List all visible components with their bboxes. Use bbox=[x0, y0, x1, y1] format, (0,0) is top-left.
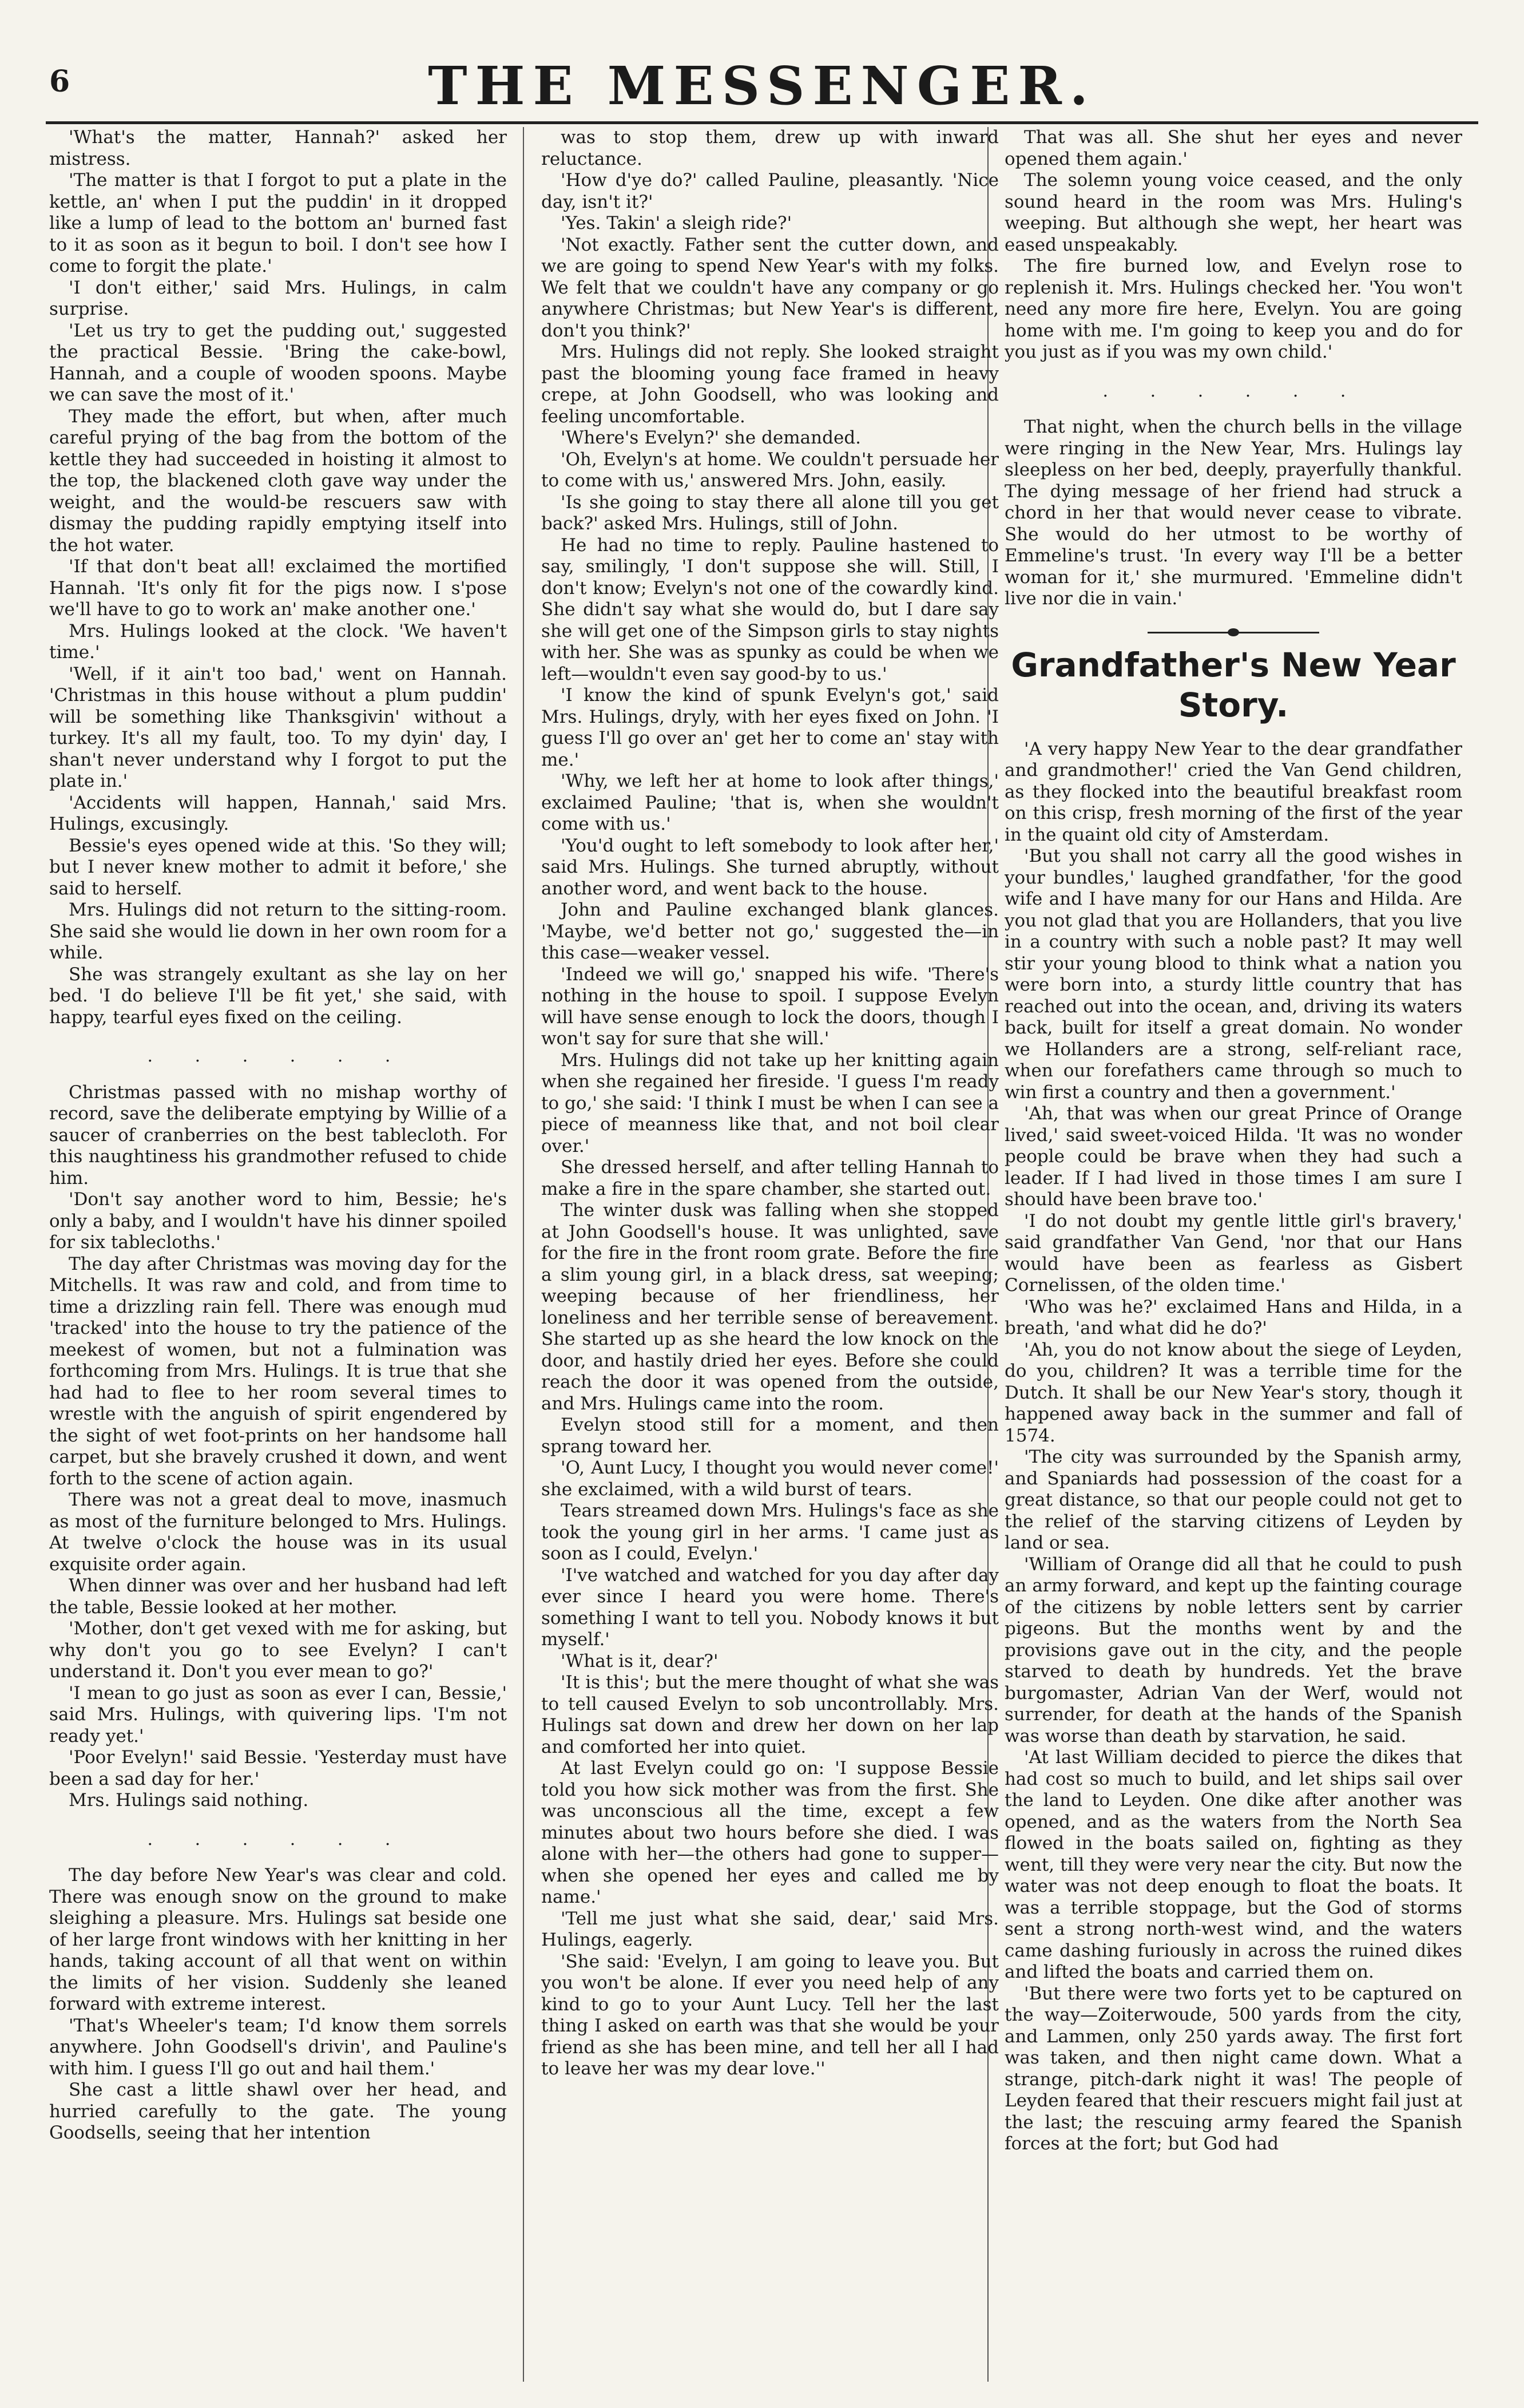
column-2-section-a bbox=[541, 127, 999, 2080]
paragraph: 'William of Orange did all that he could to push an army forward, and kept up the fainting courage of the citizens by noble letters sent by carrier pigeons. But the months went by and the provisions gave out in the city, and the people starved to death by hundreds. Yet the brave burgomaster, Adrian Van der Werf, would not surrender, for death at the hands of the Spanish was worse than death by starvation, he said. bbox=[1005, 1554, 1462, 1746]
paragraph: Mrs. Hulings did not reply. She looked straight past the blooming young face framed in heavy crepe, at John Goodsell, who was looking and feeling uncomfortable. bbox=[541, 342, 999, 427]
paragraph: 'A very happy New Year to the dear grandfather and grandmother!' cried the Van Gend children, as they flocked into the beautiful breakfast room on this crisp, fresh morning of the first of the year in the quaint old city of Amsterdam. bbox=[1005, 738, 1462, 845]
paragraph: 'I've watched and watched for you day after day ever since I heard you were home. There's something I want to tell you. Nobody knows it but myself.' bbox=[541, 1565, 999, 1650]
paragraph: 'That's Wheeler's team; I'd know them sorrels anywhere. John Goodsell's drivin', and Pauline's with him. I guess I'll go out and hail them.' bbox=[49, 2015, 507, 2079]
paragraph: She dressed herself, and after telling Hannah to make a fire in the spare chamber, she started out. bbox=[541, 1157, 999, 1199]
paragraph: 'If that don't beat all! exclaimed the mortified Hannah. 'It's only fit for the pigs now. I s'pose we'll have to go to work an' make another one.' bbox=[49, 556, 507, 620]
paragraph: There was not a great deal to move, inasmuch as most of the furniture belonged to Mrs. Hulings. At twelve o'clock the house was in its usual exquisite order again. bbox=[49, 1490, 507, 1575]
paragraph: 'You'd ought to left somebody to look after her,' said Mrs. Hulings. She turned abruptly, without another word, and went back to the house. bbox=[541, 835, 999, 899]
paragraph: 'Tell me just what she said, dear,' said Mrs. Hulings, eagerly. bbox=[541, 1908, 999, 1950]
column-3-section-b bbox=[1005, 417, 1462, 610]
paragraph: 'I don't either,' said Mrs. Hulings, in calm surprise. bbox=[49, 277, 507, 319]
paragraph: 'What is it, dear?' bbox=[561, 1650, 719, 1672]
paragraph: 'What's the matter, Hannah?' asked her mistress. bbox=[49, 127, 507, 169]
paragraph: That was all. She shut her eyes and never opened them again.' bbox=[1005, 127, 1462, 169]
paragraph: 'But there were two forts yet to be captured on the way—Zoiterwoude, 500 yards from the city, and Lammen, only 250 yards away. The first fort was taken, and then night came down. What a strange, pitch-dark night it was! The people of Leyden feared that their rescuers might fail just at the last; the rescuing army feared the Spanish forces at the fort; but God had bbox=[1005, 1983, 1462, 2154]
paragraph: Evelyn stood still for a moment, and then sprang toward her. bbox=[541, 1415, 999, 1457]
paragraph: 'I mean to go just as soon as ever I can, Bessie,' said Mrs. Hulings, with quivering lips. 'I'm not ready yet.' bbox=[49, 1682, 507, 1746]
paragraph: 'Why, we left her at home to look after things,' exclaimed Pauline; 'that is, when she wouldn't come with us.' bbox=[541, 771, 999, 834]
paragraph: They made the effort, but when, after much careful prying of the bag from the bottom of the kettle they had succeeded in hoisting it almost to the top, the blackened cloth gave way under the weight, and the would-be rescuers saw with dismay the pudding rapidly emptying itself into the hot water. bbox=[49, 406, 507, 556]
section-break: . . . . . . bbox=[147, 1829, 409, 1849]
paragraph: Mrs. Hulings looked at the clock. 'We haven't time.' bbox=[49, 620, 507, 663]
paragraph: 'She said: 'Evelyn, I am going to leave you. But you won't be alone. If ever you need help of any kind to go to your Aunt Lucy. Tell her the last thing I asked on earth was that she would be your friend as she has been mine, and tell her all I had to leave her was my dear love.'' bbox=[541, 1951, 999, 2079]
paragraph: 'Accidents will happen, Hannah,' said Mrs. Hulings, excusingly. bbox=[49, 792, 507, 834]
column-1 bbox=[49, 127, 507, 2382]
paragraph: 'Poor Evelyn!' said Bessie. 'Yesterday must have been a sad day for her.' bbox=[49, 1747, 507, 1789]
paragraph: 'Let us try to get the pudding out,' suggested the practical Bessie. 'Bring the cake-bowl, Hannah, and a couple of wooden spoons. Maybe we can save the most of it.' bbox=[49, 320, 507, 405]
paragraph: 'Where's Evelyn?' she demanded. bbox=[561, 427, 862, 448]
column-3-section-c bbox=[1005, 739, 1462, 2155]
paragraph: She cast a little shawl over her head, and hurried carefully to the gate. The young Goodsells, seeing that her intention bbox=[49, 2080, 507, 2143]
column-1-section-b bbox=[49, 1082, 507, 1812]
paragraph: The day before New Year's was clear and cold. There was enough snow on the ground to make sleighing a pleasure. Mrs. Hulings sat beside one of her large front windows with her knitting in her hands, taking account of all that went on within the limits of her vision. Suddenly she leaned forward with extreme interest. bbox=[49, 1865, 507, 2014]
column-2 bbox=[541, 127, 999, 2382]
paragraph: 'The city was surrounded by the Spanish army, and Spaniards had possession of the coast for a great distance, so that our people could not get to the relief of the starving citizens of Leyden by land or sea. bbox=[1005, 1447, 1462, 1553]
paragraph: John and Pauline exchanged blank glances. 'Maybe, we'd better not go,' suggested the—in this case—weaker vessel. bbox=[541, 900, 999, 963]
paragraph: Mrs. Hulings did not take up her knitting again when she regained her fireside. 'I guess I'm ready to go,' she said: 'I think I must be when I can see a piece of meanness like that, and not boil clear over.' bbox=[541, 1049, 999, 1157]
paragraph: 'At last William decided to pierce the dikes that had cost so much to build, and let ships sail over the land to Leyden. One dike after another was opened, and as the waters from the North Sea flowed in the boats sailed on, fighting as they went, till they were very near the city. But now the water was not deep enough to float the boats. It was a terrible stoppage, but the God of storms sent a strong north-west wind, and the waters came dashing furiously in across the ruined dikes and lifted the boats and carried them on. bbox=[1005, 1747, 1462, 1982]
masthead-title: THE MESSENGER. bbox=[428, 55, 1096, 117]
paragraph: Bessie's eyes opened wide at this. 'So they will; but I never knew mother to admit it before,' she said to herself. bbox=[49, 835, 507, 899]
paragraph: Tears streamed down Mrs. Hulings's face as she took the young girl in her arms. 'I came just as soon as I could, Evelyn.' bbox=[541, 1500, 999, 1564]
paragraph: 'I do not doubt my gentle little girl's bravery,' said grandfather Van Gend, 'nor that our Hans would have been as fearless as Gisbert Cornelissen, of the olden time.' bbox=[1005, 1210, 1462, 1296]
paragraph: 'Mother, don't get vexed with me for asking, but why don't you go to see Evelyn? I can't understand it. Don't you ever mean to go?' bbox=[49, 1618, 507, 1682]
paragraph: 'Indeed we will go,' snapped his wife. 'There's nothing in the house to spoil. I suppose Evelyn will have sense enough to lock the doors, though I won't say for sure that she will.' bbox=[541, 964, 999, 1049]
paragraph: 'Is she going to stay there all alone till you get back?' asked Mrs. Hulings, still of John. bbox=[541, 492, 999, 534]
paragraph: 'The matter is that I forgot to put a plate in the kettle, an' when I put the puddin' in it dropped like a lump of lead to the bottom an' burned fast to it as soon as it begun to boil. I don't see how I come to forgit the plate.' bbox=[49, 170, 507, 276]
paragraph: 'Who was he?' exclaimed Hans and Hilda, in a breath, 'and what did he do?' bbox=[1005, 1296, 1462, 1338]
paragraph: The winter dusk was falling when she stopped at John Goodsell's house. It was unlighted, save for the fire in the front room grate. Before the fire a slim young girl, in a black dress, sat weeping; weeping because of her friendliness, her loneliness and her terrible sense of bereavement. She started up as she heard the low knock on the door, and hastily dried her eyes. Before she could reach the door it was opened from the outside, and Mrs. Hulings came into the room. bbox=[541, 1200, 999, 1414]
paragraph: 'Don't say another word to him, Bessie; he's only a baby, and I wouldn't have his dinner spoiled for six tablecloths.' bbox=[49, 1189, 507, 1253]
paragraph: 'How d'ye do?' called Pauline, pleasantly. 'Nice day, isn't it?' bbox=[541, 170, 999, 212]
paragraph: When dinner was over and her husband had left the table, Bessie looked at her mother. bbox=[49, 1575, 507, 1618]
paragraph: At last Evelyn could go on: 'I suppose Bessie told you how sick mother was from the first. She was unconscious all the time, except a few minutes about two hours before she died. I was alone with her—the others had gone to supper—when she opened her eyes and called me by name.' bbox=[541, 1758, 999, 1907]
paragraph: Mrs. Hulings did not return to the sitting-room. She said she would lie down in her own room for a while. bbox=[49, 900, 507, 963]
paragraph: The solemn young voice ceased, and the only sound heard in the room was Mrs. Huling's weeping. But although she wept, her heart was eased unspeakably. bbox=[1005, 170, 1462, 255]
section-break: . . . . . . bbox=[147, 1046, 409, 1066]
paragraph: That night, when the church bells in the village were ringing in the New Year, Mrs. Hulings lay sleepless on her bed, deeply, prayerfully thankful. The dying message of her friend had struck a chord in her that would never cease to vibrate. She would do her utmost to be worthy of Emmeline's trust. 'In every way I'll be a better woman for it,' she murmured. 'Emmeline didn't live nor die in vain.' bbox=[1005, 417, 1462, 609]
column-1-section-a bbox=[49, 127, 507, 1028]
column-3 bbox=[1005, 127, 1462, 2382]
column-1-section-c bbox=[49, 1865, 507, 2144]
paragraph: The day after Christmas was moving day for the Mitchells. It was raw and cold, and from time to time a drizzling rain fell. There was enough mud 'tracked' into the house to try the patience of the meekest of women, but not a fulmination was forthcoming from Mrs. Hulings. It is true that she had had to flee to her room several times to wrestle with the anguish of spirit engendered by the sight of wet foot-prints on her handsome hall carpet, but she bravely crushed it down, and went forth to the scene of action again. bbox=[49, 1253, 507, 1489]
paragraph: 'Yes. Takin' a sleigh ride?' bbox=[561, 213, 792, 233]
paragraph: 'Ah, you do not know about the siege of Leyden, do you, children? It was a terrible time for the Dutch. It shall be our New Year's story, though it happened away back in the summer and fall of 1574. bbox=[1005, 1339, 1462, 1446]
paragraph: 'But you shall not carry all the good wishes in your bundles,' laughed grandfather, 'for the good wife and I have many for our Hans and Hilda. Are you not glad that you are Hollanders, that you live in a country with such a noble past? It may well stir your young blood to think what a nation you were born into, a sturdy little country that has reached out into the ocean, and, driving its waters back, built for itself a great domain. No wonder we Hollanders are a strong, self-reliant race, when our forefathers came through so much to win first a country and then a government.' bbox=[1005, 846, 1462, 1103]
column-3-section-a bbox=[1005, 127, 1462, 363]
paragraph: The fire burned low, and Evelyn rose to replenish it. Mrs. Hulings checked her. 'You won't need any more fire here, Evelyn. You are going home with me. I'm going to keep you and do for you just as if you was my own child.' bbox=[1005, 256, 1462, 362]
article-headline: Grandfather's New Year Story. bbox=[1011, 645, 1456, 724]
paragraph: was to stop them, drew up with inward reluctance. bbox=[541, 127, 999, 169]
paragraph: He had no time to reply. Pauline hastened to say, smilingly, 'I don't suppose she will. Still, I don't know; Evelyn's not one of the cowardly kind. She didn't say what she would do, but I dare say she will get one of the Simpson girls to stay nights with her. She was as spunky as could be when we left—wouldn't even say good-by to us.' bbox=[541, 534, 999, 684]
page-number: 6 bbox=[49, 64, 70, 99]
paragraph: Mrs. Hulings said nothing. bbox=[69, 1790, 309, 1811]
paragraph: 'Not exactly. Father sent the cutter down, and we are going to spend New Year's with my folks. We felt that we couldn't have any company or go anywhere Christmas; but New Year's is different, don't you think?' bbox=[541, 234, 999, 341]
paragraph: Christmas passed with no mishap worthy of record, save the deliberate emptying by Willie of a saucer of cranberries on the best tablecloth. For this naughtiness his grandmother refused to chide him. bbox=[49, 1082, 507, 1189]
paragraph: 'Well, if it ain't too bad,' went on Hannah. 'Christmas in this house without a plum puddin' will be something like Thanksgivin' without a turkey. It's all my fault, too. To my dyin' day, I shan't never understand why I forgot to put the plate in.' bbox=[49, 663, 507, 791]
paragraph: 'O, Aunt Lucy, I thought you would never come!' she exclaimed, with a wild burst of tears. bbox=[541, 1458, 999, 1500]
paragraph: 'It is this'; but the mere thought of what she was to tell caused Evelyn to sob uncontrollably. Mrs. Hulings sat down and drew her down on her lap and comforted her into quiet. bbox=[541, 1672, 999, 1757]
ornament-rule bbox=[1148, 632, 1319, 633]
paragraph: 'I know the kind of spunk Evelyn's got,' said Mrs. Hulings, dryly, with her eyes fixed on John. 'I guess I'll go over an' get her to come an' stay with me.' bbox=[541, 685, 999, 770]
paragraph: 'Ah, that was when our great Prince of Orange lived,' said sweet-voiced Hilda. 'It was no wonder people could be brave when they had such a leader. If I had lived in those times I am sure I should have been brave too.' bbox=[1005, 1103, 1462, 1210]
paragraph: 'Oh, Evelyn's at home. We couldn't persuade her to come with us,' answered Mrs. John, easily. bbox=[541, 449, 999, 491]
paragraph: She was strangely exultant as she lay on her bed. 'I do believe I'll be fit yet,' she said, with happy, tearful eyes fixed on the ceiling. bbox=[49, 964, 507, 1028]
masthead-rule bbox=[46, 121, 1478, 124]
column-separator-1 bbox=[523, 127, 524, 2382]
section-break: . . . . . . bbox=[1102, 381, 1364, 401]
